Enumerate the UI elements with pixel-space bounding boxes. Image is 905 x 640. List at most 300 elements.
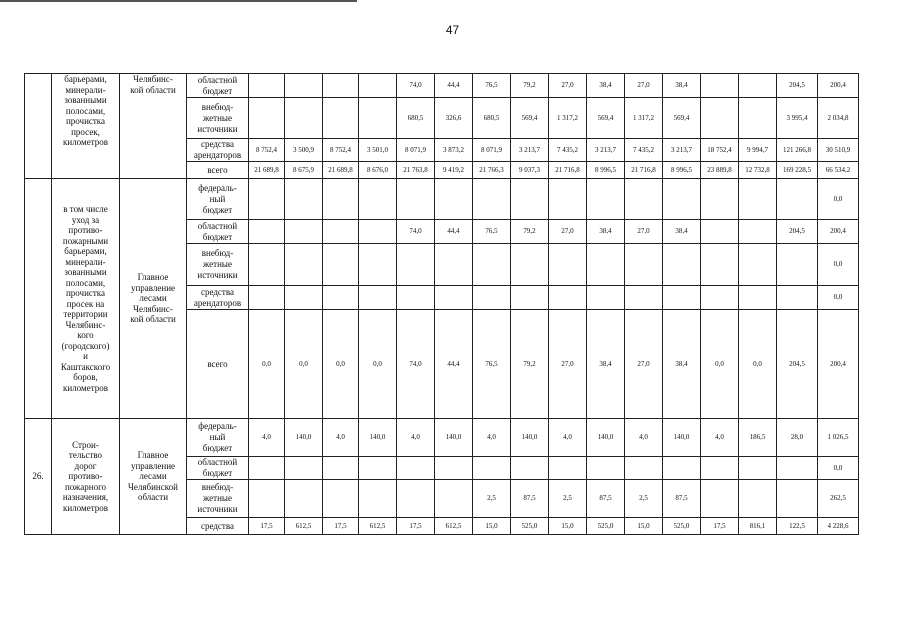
value-cell <box>701 457 739 480</box>
value-cell <box>323 98 359 139</box>
object-name-line: Каштакского <box>60 361 111 372</box>
value-cell: 21 766,3 <box>473 162 511 179</box>
funding-source-cell <box>187 179 249 220</box>
value-cell: 3 873,2 <box>435 139 473 162</box>
value-cell <box>249 74 285 98</box>
value-cell: 204,5 <box>777 310 818 419</box>
object-name-line: пожарного <box>64 481 107 492</box>
object-name-line: километров <box>63 137 108 147</box>
funding-source-line: бюджет <box>202 231 233 242</box>
value-cell: 3 213,7 <box>511 139 549 162</box>
value-cell: 8 071,9 <box>473 139 511 162</box>
value-cell: 9 994,7 <box>739 139 777 162</box>
value-cell: 74,0 <box>397 220 435 244</box>
object-name-line: и <box>83 351 88 361</box>
value-cell: 140,0 <box>511 419 549 457</box>
value-cell: 9 037,3 <box>511 162 549 179</box>
object-name-line: просек на <box>66 298 105 309</box>
object-name-line: барьерами, <box>64 246 107 256</box>
value-cell <box>435 286 473 310</box>
value-cell: 200,4 <box>818 74 859 98</box>
funding-source-cell <box>187 518 249 535</box>
value-cell <box>359 286 397 310</box>
value-cell <box>323 480 359 518</box>
value-cell <box>511 457 549 480</box>
executor-line: Главное <box>137 272 169 283</box>
value-cell <box>323 457 359 480</box>
object-name-line: уход за <box>71 214 100 225</box>
value-cell: 3 500,9 <box>285 139 323 162</box>
executor-cell <box>120 179 187 419</box>
value-cell <box>359 74 397 98</box>
value-cell: 3 995,4 <box>777 98 818 139</box>
value-cell: 8 996,5 <box>663 162 701 179</box>
value-cell: 66 534,2 <box>818 162 859 179</box>
value-cell: 612,5 <box>435 518 473 535</box>
value-cell: 7 435,2 <box>625 139 663 162</box>
funding-source-cell <box>187 98 249 139</box>
object-name-line: Строи- <box>72 439 99 450</box>
value-cell: 87,5 <box>663 480 701 518</box>
funding-source-line: бюджет <box>202 204 233 215</box>
value-cell <box>285 457 323 480</box>
value-cell <box>739 98 777 139</box>
value-cell: 38,4 <box>587 74 625 98</box>
value-cell <box>625 286 663 310</box>
value-cell: 87,5 <box>587 480 625 518</box>
value-cell: 0,0 <box>323 310 359 419</box>
executor-line: лесами <box>139 471 167 482</box>
value-cell <box>701 244 739 286</box>
value-cell <box>663 457 701 480</box>
value-cell: 200,4 <box>818 310 859 419</box>
value-cell <box>359 220 397 244</box>
value-cell: 38,4 <box>663 220 701 244</box>
value-cell <box>587 179 625 220</box>
value-cell <box>549 179 587 220</box>
value-cell <box>473 179 511 220</box>
value-cell: 7 435,2 <box>549 139 587 162</box>
value-cell: 44,4 <box>435 74 473 98</box>
value-cell: 27,0 <box>625 220 663 244</box>
object-name-cell <box>52 419 120 535</box>
value-cell: 79,2 <box>511 310 549 419</box>
value-cell: 169 228,5 <box>777 162 818 179</box>
value-cell <box>249 98 285 139</box>
row-number-cell <box>25 74 52 179</box>
value-cell: 0,0 <box>818 286 859 310</box>
funding-source-cell <box>187 162 249 179</box>
value-cell <box>285 244 323 286</box>
value-cell <box>549 286 587 310</box>
value-cell <box>359 244 397 286</box>
funding-source-cell <box>187 244 249 286</box>
value-cell <box>473 457 511 480</box>
object-name-line: полосами, <box>65 277 106 288</box>
value-cell: 8 676,0 <box>359 162 397 179</box>
funding-source-line: ный <box>209 193 226 204</box>
value-cell: 38,4 <box>587 310 625 419</box>
value-cell <box>249 286 285 310</box>
value-cell: 4,0 <box>473 419 511 457</box>
funding-source-line: жетные <box>203 259 232 269</box>
value-cell: 569,4 <box>587 98 625 139</box>
funding-source-line: источники <box>197 504 238 514</box>
value-cell: 38,4 <box>663 74 701 98</box>
executor-line: управление <box>130 282 176 293</box>
funding-source-cell <box>187 220 249 244</box>
value-cell: 87,5 <box>511 480 549 518</box>
funding-source-line: жетные <box>203 112 232 123</box>
value-cell <box>663 244 701 286</box>
object-name-line: барьерами, <box>64 74 107 84</box>
value-cell <box>511 244 549 286</box>
object-name-cell <box>52 179 120 419</box>
value-cell: 15,0 <box>549 518 587 535</box>
value-cell <box>739 480 777 518</box>
value-cell <box>625 457 663 480</box>
funding-source-line: средства <box>200 139 234 149</box>
funding-source-cell <box>187 74 249 98</box>
value-cell <box>397 286 435 310</box>
value-cell: 4,0 <box>397 419 435 457</box>
funding-source-line: областной <box>197 457 238 467</box>
value-cell <box>397 244 435 286</box>
value-cell <box>625 179 663 220</box>
value-cell <box>739 286 777 310</box>
value-cell: 1 317,2 <box>549 98 587 139</box>
value-cell <box>473 286 511 310</box>
funding-source-line: областной <box>197 74 238 85</box>
value-cell <box>249 220 285 244</box>
value-cell: 0,0 <box>818 179 859 220</box>
value-cell <box>359 480 397 518</box>
value-cell <box>701 286 739 310</box>
funding-source-line: бюджет <box>202 468 233 478</box>
value-cell: 38,4 <box>587 220 625 244</box>
value-cell: 569,4 <box>663 98 701 139</box>
value-cell: 8 996,5 <box>587 162 625 179</box>
object-name-line: Челябинс- <box>65 319 106 330</box>
value-cell: 27,0 <box>549 310 587 419</box>
value-cell <box>777 457 818 480</box>
executor-line: области <box>137 492 169 503</box>
value-cell: 21 716,8 <box>549 162 587 179</box>
value-cell: 28,0 <box>777 419 818 457</box>
object-name-cell <box>52 74 120 179</box>
value-cell <box>359 457 397 480</box>
value-cell: 186,5 <box>739 419 777 457</box>
value-cell: 4 228,6 <box>818 518 859 535</box>
funding-source-line: всего <box>207 164 228 175</box>
value-cell <box>701 74 739 98</box>
object-name-line: километров <box>63 502 108 513</box>
value-cell <box>739 220 777 244</box>
value-cell: 0,0 <box>818 244 859 286</box>
value-cell <box>323 244 359 286</box>
object-name-line: прочистка <box>65 288 106 298</box>
value-cell: 569,4 <box>511 98 549 139</box>
value-cell <box>511 286 549 310</box>
object-name-line: противо- <box>68 471 103 482</box>
funding-source-line: жетные <box>203 493 232 503</box>
executor-cell <box>120 74 187 179</box>
value-cell <box>435 480 473 518</box>
value-cell: 525,0 <box>511 518 549 535</box>
executor-line: управление <box>130 460 176 471</box>
value-cell <box>701 220 739 244</box>
funding-source-line: федераль- <box>198 182 237 193</box>
value-cell: 140,0 <box>359 419 397 457</box>
funding-source-line: средства <box>200 286 234 297</box>
value-cell: 21 763,8 <box>397 162 435 179</box>
value-cell: 17,5 <box>249 518 285 535</box>
executor-line: Главное <box>137 450 169 461</box>
value-cell: 8 752,4 <box>323 139 359 162</box>
value-cell <box>323 220 359 244</box>
table-row <box>25 179 859 220</box>
value-cell <box>739 179 777 220</box>
value-cell: 3 501,0 <box>359 139 397 162</box>
value-cell: 0,0 <box>701 310 739 419</box>
value-cell <box>587 286 625 310</box>
top-rule <box>0 0 357 2</box>
value-cell <box>777 179 818 220</box>
funding-source-line: внебюд- <box>201 101 234 112</box>
funding-source-line: внебюд- <box>201 482 234 492</box>
budget-table <box>24 73 859 535</box>
funding-source-cell <box>187 480 249 518</box>
value-cell <box>777 480 818 518</box>
value-cell <box>249 244 285 286</box>
value-cell: 2,5 <box>625 480 663 518</box>
value-cell: 15,0 <box>625 518 663 535</box>
value-cell: 38,4 <box>663 310 701 419</box>
value-cell: 140,0 <box>663 419 701 457</box>
value-cell: 200,4 <box>818 220 859 244</box>
value-cell: 15,0 <box>473 518 511 535</box>
value-cell: 140,0 <box>435 419 473 457</box>
value-cell: 21 689,8 <box>323 162 359 179</box>
value-cell <box>285 220 323 244</box>
value-cell: 17,5 <box>701 518 739 535</box>
value-cell: 4,0 <box>549 419 587 457</box>
value-cell <box>511 179 549 220</box>
value-cell: 12 732,8 <box>739 162 777 179</box>
value-cell <box>359 98 397 139</box>
value-cell <box>359 179 397 220</box>
value-cell: 30 510,9 <box>818 139 859 162</box>
value-cell: 2,5 <box>549 480 587 518</box>
object-name-line: тельство <box>68 450 103 461</box>
value-cell: 79,2 <box>511 74 549 98</box>
object-name-line: в том числе <box>63 204 108 214</box>
value-cell <box>285 286 323 310</box>
value-cell: 4,0 <box>701 419 739 457</box>
funding-source-line: бюджет <box>202 443 233 453</box>
value-cell: 76,5 <box>473 74 511 98</box>
value-cell <box>777 286 818 310</box>
value-cell <box>435 179 473 220</box>
value-cell <box>285 480 323 518</box>
funding-source-line: федераль- <box>198 421 237 431</box>
value-cell: 44,4 <box>435 310 473 419</box>
object-name-line: зованными <box>64 267 107 277</box>
value-cell: 0,0 <box>359 310 397 419</box>
value-cell: 262,5 <box>818 480 859 518</box>
value-cell: 3 213,7 <box>663 139 701 162</box>
value-cell <box>397 457 435 480</box>
value-cell: 4,0 <box>249 419 285 457</box>
value-cell: 816,1 <box>739 518 777 535</box>
funding-source-line: внебюд- <box>201 248 234 258</box>
funding-source-line: арендаторов <box>193 297 242 308</box>
value-cell <box>587 457 625 480</box>
value-cell: 1 317,2 <box>625 98 663 139</box>
value-cell: 27,0 <box>549 74 587 98</box>
value-cell <box>285 179 323 220</box>
object-name-line: боров, <box>73 372 98 382</box>
executor-line: Челябинс- <box>133 74 173 84</box>
value-cell: 0,0 <box>285 310 323 419</box>
value-cell: 17,5 <box>323 518 359 535</box>
value-cell <box>701 480 739 518</box>
value-cell: 76,5 <box>473 310 511 419</box>
funding-source-line: источники <box>197 123 238 134</box>
value-cell <box>435 457 473 480</box>
value-cell: 204,5 <box>777 74 818 98</box>
object-name-line: пожарными <box>62 235 109 246</box>
value-cell: 8 675,9 <box>285 162 323 179</box>
funding-source-line: ный <box>209 432 226 442</box>
value-cell: 18 752,4 <box>701 139 739 162</box>
value-cell <box>663 179 701 220</box>
value-cell <box>701 98 739 139</box>
value-cell: 76,5 <box>473 220 511 244</box>
object-name-line: зованными <box>64 95 107 105</box>
value-cell: 612,5 <box>359 518 397 535</box>
funding-source-cell <box>187 457 249 480</box>
value-cell: 44,4 <box>435 220 473 244</box>
value-cell <box>777 244 818 286</box>
object-name-line: километров <box>63 382 108 393</box>
object-name-line: минерали- <box>65 256 106 267</box>
funding-source-cell <box>187 310 249 419</box>
value-cell <box>323 179 359 220</box>
executor-line: Челябинской <box>128 481 178 492</box>
value-cell: 17,5 <box>397 518 435 535</box>
value-cell: 74,0 <box>397 74 435 98</box>
value-cell: 21 689,8 <box>249 162 285 179</box>
value-cell: 9 419,2 <box>435 162 473 179</box>
object-name-line: территории <box>63 309 108 319</box>
value-cell <box>625 244 663 286</box>
value-cell: 525,0 <box>663 518 701 535</box>
value-cell: 27,0 <box>625 74 663 98</box>
value-cell: 2,5 <box>473 480 511 518</box>
funding-source-cell <box>187 286 249 310</box>
object-name-line: назначения, <box>62 492 109 503</box>
funding-source-cell <box>187 139 249 162</box>
executor-line: кой области <box>130 84 176 95</box>
object-name-line: дорог <box>74 460 97 471</box>
value-cell: 122,5 <box>777 518 818 535</box>
value-cell: 27,0 <box>549 220 587 244</box>
value-cell: 0,0 <box>739 310 777 419</box>
value-cell: 4,0 <box>625 419 663 457</box>
row-number-cell: 26. <box>25 419 52 535</box>
funding-source-line: источники <box>197 270 238 280</box>
value-cell <box>739 244 777 286</box>
funding-source-cell <box>187 419 249 457</box>
value-cell: 8 071,9 <box>397 139 435 162</box>
value-cell: 121 266,8 <box>777 139 818 162</box>
value-cell <box>323 74 359 98</box>
table-row <box>25 74 859 98</box>
value-cell <box>249 480 285 518</box>
object-name-line: просек, <box>71 126 100 137</box>
object-name-line: противо- <box>68 225 103 235</box>
funding-source-line: областной <box>197 220 238 231</box>
executor-line: лесами <box>139 293 167 304</box>
object-name-line: минерали- <box>65 84 106 95</box>
executor-line: кой области <box>130 314 176 325</box>
value-cell: 2 034,8 <box>818 98 859 139</box>
value-cell: 27,0 <box>625 310 663 419</box>
value-cell: 0,0 <box>818 457 859 480</box>
value-cell <box>587 244 625 286</box>
value-cell: 326,6 <box>435 98 473 139</box>
value-cell: 204,5 <box>777 220 818 244</box>
object-name-line: полосами, <box>65 105 106 116</box>
value-cell <box>435 244 473 286</box>
value-cell <box>285 74 323 98</box>
value-cell: 23 889,8 <box>701 162 739 179</box>
value-cell <box>249 179 285 220</box>
row-number-cell <box>25 179 52 419</box>
value-cell: 680,5 <box>397 98 435 139</box>
value-cell <box>397 480 435 518</box>
value-cell <box>739 74 777 98</box>
value-cell <box>739 457 777 480</box>
value-cell: 8 752,4 <box>249 139 285 162</box>
value-cell: 525,0 <box>587 518 625 535</box>
value-cell: 0,0 <box>249 310 285 419</box>
page-number: 47 <box>445 23 460 37</box>
funding-source-line: всего <box>207 358 228 369</box>
value-cell: 4,0 <box>323 419 359 457</box>
value-cell: 1 026,5 <box>818 419 859 457</box>
value-cell <box>323 286 359 310</box>
value-cell <box>249 457 285 480</box>
value-cell: 3 213,7 <box>587 139 625 162</box>
value-cell <box>397 179 435 220</box>
funding-source-line: арендаторов <box>193 150 242 160</box>
object-name-line: (городского) <box>61 340 110 351</box>
value-cell: 680,5 <box>473 98 511 139</box>
executor-line: Челябинс- <box>133 303 173 314</box>
value-cell <box>549 244 587 286</box>
value-cell: 74,0 <box>397 310 435 419</box>
value-cell <box>663 286 701 310</box>
value-cell <box>549 457 587 480</box>
value-cell: 140,0 <box>587 419 625 457</box>
table-row <box>25 419 859 457</box>
object-name-line: кого <box>77 330 94 340</box>
funding-source-line: средства <box>200 520 234 531</box>
value-cell: 140,0 <box>285 419 323 457</box>
funding-source-line: бюджет <box>202 85 233 96</box>
